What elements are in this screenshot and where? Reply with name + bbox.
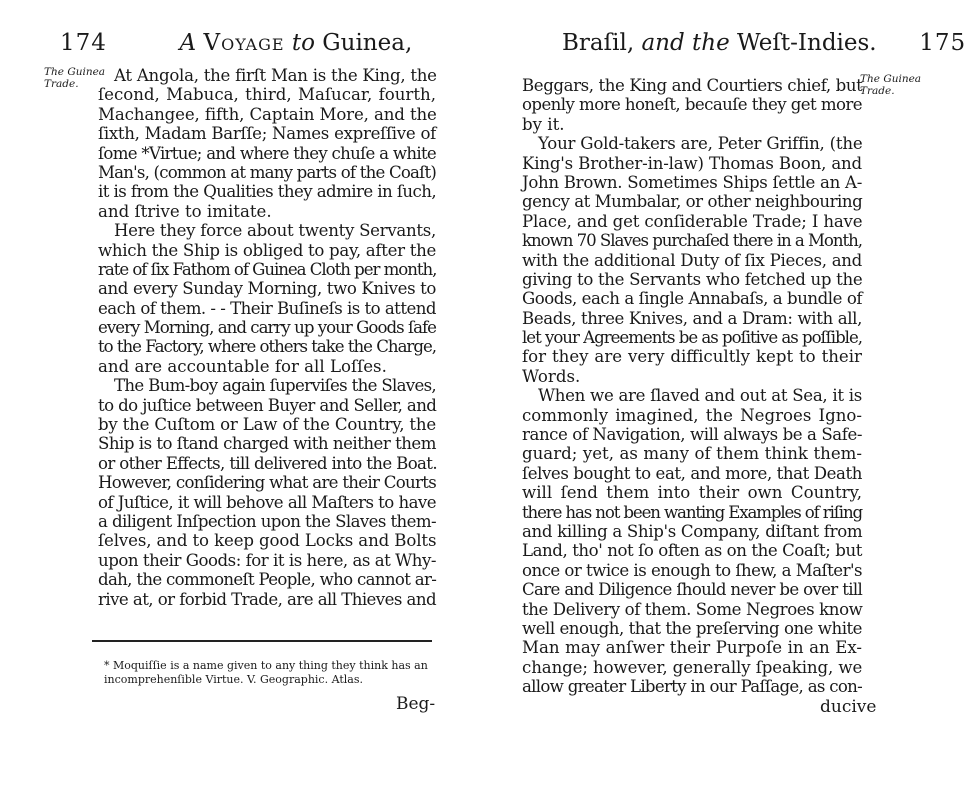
text-line: dah, the commoneſt People, who cannot ar-	[98, 570, 437, 590]
text-line: Man may anſwer their Purpoſe in an Ex-	[522, 638, 862, 658]
right-marginal-note: The Guinea Trade.	[860, 73, 922, 97]
text-line: it is from the Qualities they admire in ſuch,	[98, 182, 437, 202]
footnote: * Moquiſſie is a name given to any thing they think has an incomprehenſible Virtue. V. Geographic. Atlas.	[104, 659, 428, 686]
text-line: and are accountable for all Loſſes.	[98, 356, 387, 376]
text-line: guard; yet, as many of them think them-	[522, 444, 862, 464]
text-line: Beads, three Knives, and a Dram: with all,	[522, 308, 862, 328]
text-line: Your Gold-takers are, Peter Griffin, (the	[538, 134, 863, 154]
text-line: ſelves bought to eat, and more, that Death	[522, 463, 862, 483]
text-line: commonly imagined, the Negroes Igno-	[522, 405, 862, 425]
text-line: The Bum-boy again ſuperviſes the Slaves,	[114, 376, 436, 396]
text-line: of Juſtice, it will behove all Maſters to have	[98, 492, 436, 512]
text-line: with the additional Duty of ſix Pieces, and	[522, 250, 862, 270]
text-line: every Morning, and carry up your Goods ſafe	[98, 318, 437, 338]
text-line: Man's, (common at many parts of the Coaſt)	[98, 162, 436, 182]
right-page	[490, 0, 980, 789]
left-page-number: 174	[60, 30, 107, 56]
text-line: ſome *Virtue; and where they chuſe a white	[98, 143, 437, 163]
text-line: rive at, or forbid Trade, are all Thieves and	[98, 589, 436, 609]
text-line: At Angola, the firſt Man is the King, the	[114, 66, 437, 85]
text-line: Machangee, fifth, Captain More, and the	[98, 104, 437, 124]
text-line: and killing a Ship's Company, diſtant from	[522, 521, 863, 541]
text-line: allow greater Liberty in our Paſſage, as con-	[522, 677, 862, 697]
right-title: Braſil, and the Weſt-Indies.	[562, 30, 877, 56]
right-catchword: ducive	[820, 697, 877, 717]
text-line: However, conſidering what are their Courts	[98, 473, 436, 493]
text-line: Land, tho' not ſo often as on the Coaſt; but	[522, 541, 862, 561]
text-line: rance of Navigation, will always be a Safe-	[522, 425, 862, 445]
text-line: Beggars, the King and Courtiers chief, but	[522, 76, 863, 95]
text-line: the Delivery of them. Some Negroes know	[522, 599, 863, 619]
text-line: openly more honeſt, becauſe they get more	[522, 95, 862, 115]
left-body-text	[98, 66, 436, 609]
text-line: King's Brother-in-law) Thomas Boon, and	[522, 153, 862, 173]
text-line: gency at Mumbalar, or other neighbouring	[522, 192, 863, 212]
right-body-text	[522, 76, 862, 697]
text-line: Here they force about twenty Servants,	[114, 221, 436, 241]
text-line: which the Ship is obliged to pay, after the	[98, 240, 436, 260]
right-running-head	[562, 30, 966, 56]
left-marginal-note: The Guinea Trade.	[44, 66, 106, 90]
text-line: Ship is to ſtand charged with neither them	[98, 434, 436, 454]
text-line: well enough, that the preſerving one white	[522, 618, 862, 638]
text-line: upon their Goods: for it is here, as at Why-	[98, 550, 436, 570]
text-line: by the Cuſtom or Law of the Country, the	[98, 415, 436, 435]
text-line: once or twice is enough to ſhew, a Maſter's	[522, 560, 862, 580]
text-line: ſixth, Madam Barſſe; Names expreſſive of	[98, 124, 436, 144]
left-running-head	[60, 30, 412, 56]
text-line: Place, and get conſiderable Trade; I have	[522, 211, 863, 231]
text-line: will ſend them into their own Country,	[522, 483, 862, 503]
text-line: to the Factory, where others take the Charge,	[98, 337, 436, 357]
text-line: John Brown. Sometimes Ships ſettle an A-	[522, 172, 863, 192]
text-line: ſelves, and to keep good Locks and Bolts	[98, 531, 437, 551]
text-line: ſecond, Mabuca, third, Maſucar, fourth,	[98, 85, 436, 105]
text-line: each of them. - - Their Buſineſs is to attend	[98, 298, 436, 318]
text-line: known 70 Slaves purchaſed there in a Month,	[522, 231, 862, 251]
text-line: there has not been wanting Examples of riſing	[522, 502, 862, 522]
text-line: When we are ſlaved and out at Sea, it is	[538, 386, 862, 406]
text-line: and every Sunday Morning, two Knives to	[98, 279, 436, 299]
text-line: for they are very difficultly kept to their	[522, 347, 862, 367]
text-line: Care and Diligence ſhould never be over till	[522, 580, 863, 600]
text-line: Words.	[522, 366, 581, 386]
footnote-rule	[92, 640, 432, 642]
left-title: A Voyage to Guinea,	[179, 30, 413, 56]
text-line: let your Agreements be as poſitive as poſſible,	[522, 328, 863, 348]
text-line: giving to the Servants who fetched up the	[522, 269, 863, 289]
text-line: by it.	[522, 114, 565, 134]
text-line: to do juſtice between Buyer and Seller, and	[98, 395, 437, 415]
text-line: a diligent Inſpection upon the Slaves them-	[98, 511, 436, 531]
text-line: Goods, each a ſingle Annabaſs, a bundle of	[522, 289, 862, 309]
text-line: change; however, generally ſpeaking, we	[522, 657, 863, 677]
text-line: or other Effects, till delivered into the Boat.	[98, 453, 437, 473]
text-line: and ſtrive to imitate.	[98, 201, 272, 221]
right-page-number: 175	[919, 30, 967, 56]
left-catchword: Beg-	[396, 694, 436, 714]
text-line: rate of ſix Fathom of Guinea Cloth per month,	[98, 259, 437, 279]
